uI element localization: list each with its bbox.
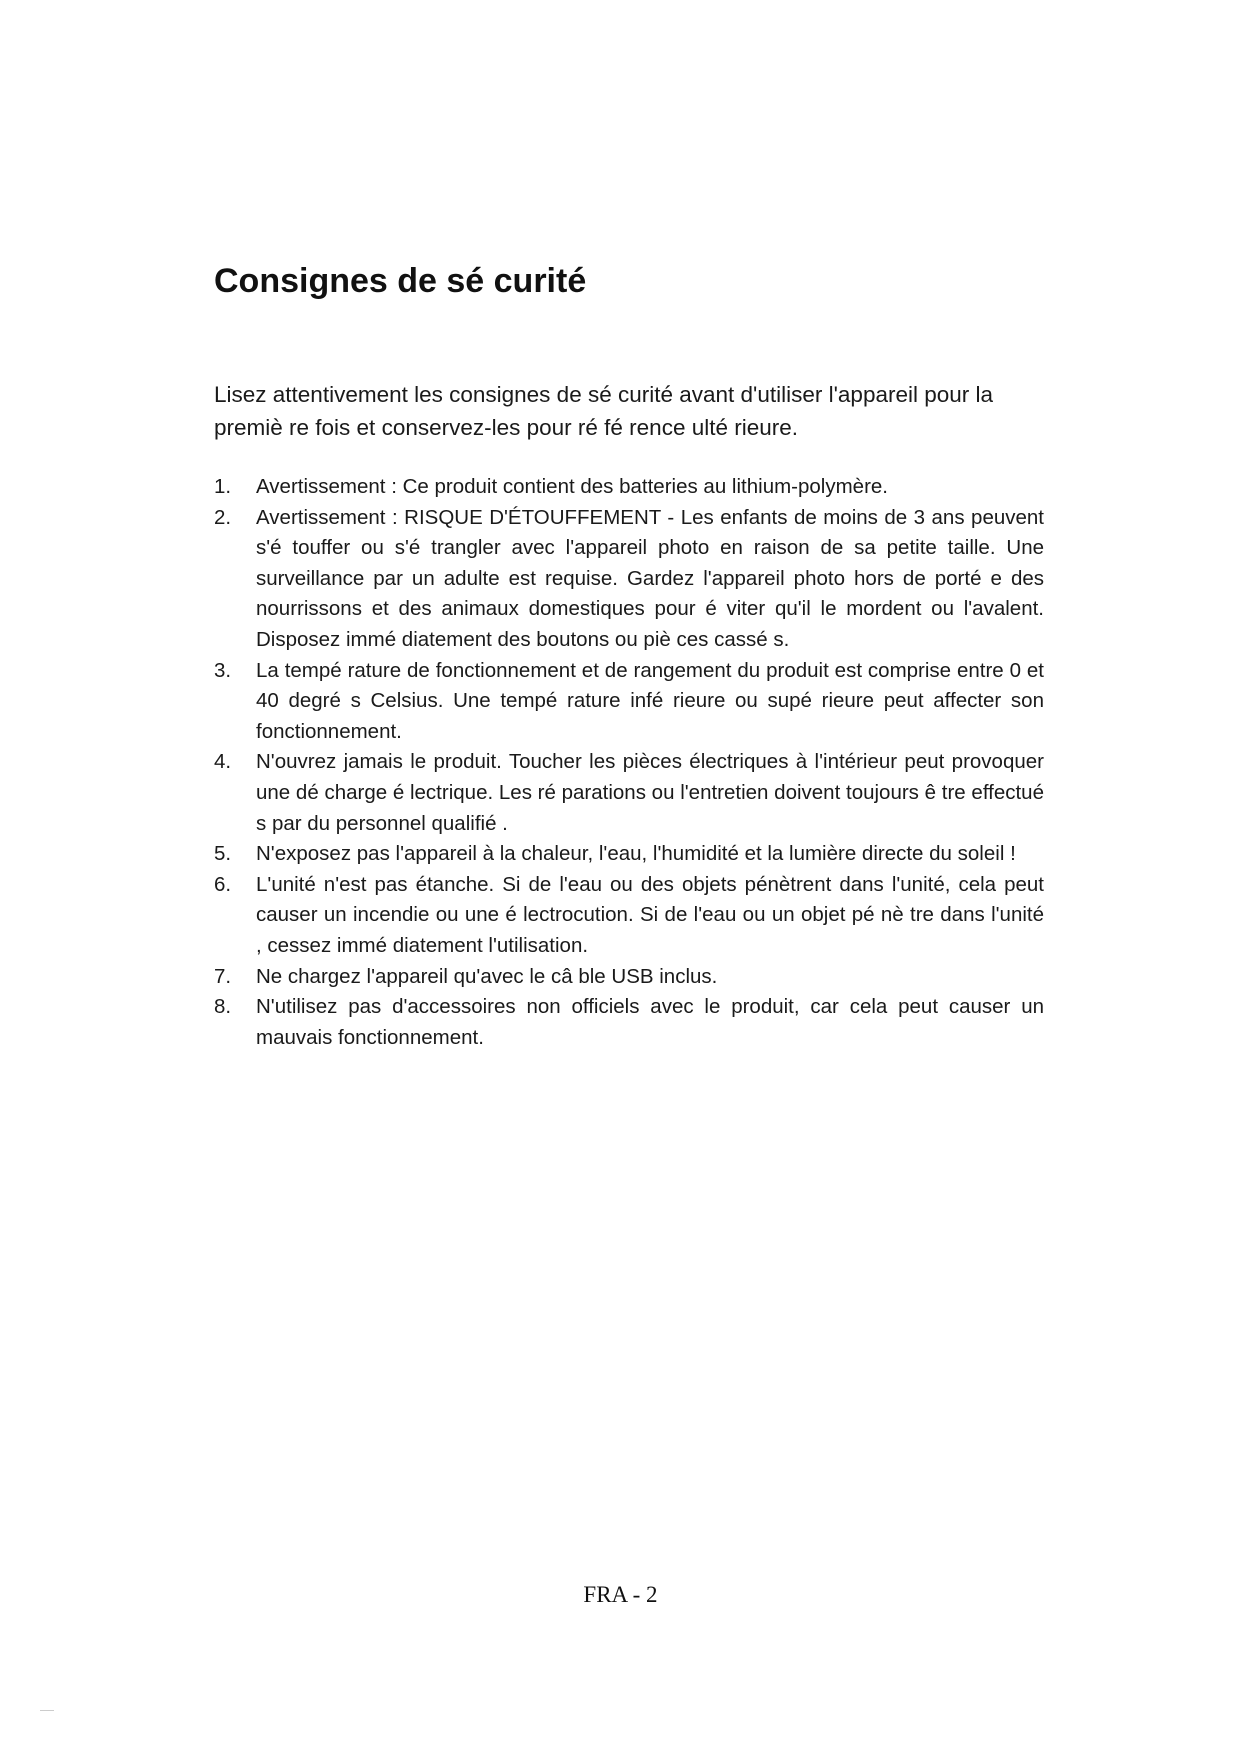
list-item-text: Avertissement : RISQUE D'ÉTOUFFEMENT - Les enfants de moins de 3 ans peuvent s'é touffer ou s'é trangler avec l'appareil photo en raison de sa petite taille. Une surveillance par un adulte est requise. Gardez l'appareil photo hors de porté e des nourrissons et des animaux domestiques pour é viter qu'il le mordent ou l'avalent. Disposez immé diatement des boutons ou piè ces cassé s.: [256, 505, 1044, 651]
list-item-text: N'exposez pas l'appareil à la chaleur, l'eau, l'humidité et la lumière directe du soleil !: [256, 842, 1016, 866]
page-title: Consignes de sé curité: [214, 262, 587, 300]
list-item-text: Ne chargez l'appareil qu'avec le câ ble USB inclus.: [256, 964, 718, 988]
list-item-number: 8.: [214, 995, 232, 1019]
list-item: [214, 962, 1044, 993]
list-item-text: N'utilisez pas d'accessoires non officiels avec le produit, car cela peut causer un mauvais fonctionnement.: [256, 995, 1044, 1049]
list-item-number: 3.: [214, 658, 232, 682]
list-item: [214, 472, 1044, 503]
list-item: [214, 503, 1044, 656]
list-item: [214, 839, 1044, 870]
list-item-number: 4.: [214, 750, 232, 774]
list-item: [214, 870, 1044, 962]
intro-paragraph: Lisez attentivement les consignes de sé curité avant d'utiliser l'appareil pour la premiè re fois et conservez-les pour ré fé rence ulté rieure.: [214, 382, 994, 440]
list-item-text: N'ouvrez jamais le produit. Toucher les pièces électriques à l'intérieur peut provoquer une dé charge é lectrique. Les ré parations ou l'entretien doivent toujours ê tre effectué s par du personnel qualifié .: [256, 750, 1044, 835]
list-item: [214, 656, 1044, 748]
safety-instructions-list: [214, 472, 1044, 1053]
page-footer-number: FRA - 2: [583, 1582, 658, 1607]
list-item-number: 2.: [214, 505, 232, 529]
scan-mark: [40, 1710, 54, 1711]
list-item-number: 1.: [214, 475, 232, 498]
list-item: [214, 747, 1044, 839]
list-item-text: L'unité n'est pas étanche. Si de l'eau ou des objets pénètrent dans l'unité, cela peut causer un incendie ou une é lectrocution. Si de l'eau ou un objet pé nè tre dans l'unité , cessez immé diatement l'utilisation.: [256, 872, 1044, 957]
list-item-number: 6.: [214, 872, 232, 896]
list-item-number: 5.: [214, 842, 232, 866]
list-item-number: 7.: [214, 964, 232, 988]
list-item-text: Avertissement : Ce produit contient des batteries au lithium-polymère.: [256, 475, 889, 498]
list-item: [214, 992, 1044, 1053]
list-item-text: La tempé rature de fonctionnement et de rangement du produit est comprise entre 0 et 40 degré s Celsius. Une tempé rature infé rieure ou supé rieure peut affecter son fonctionnement.: [256, 658, 1044, 743]
